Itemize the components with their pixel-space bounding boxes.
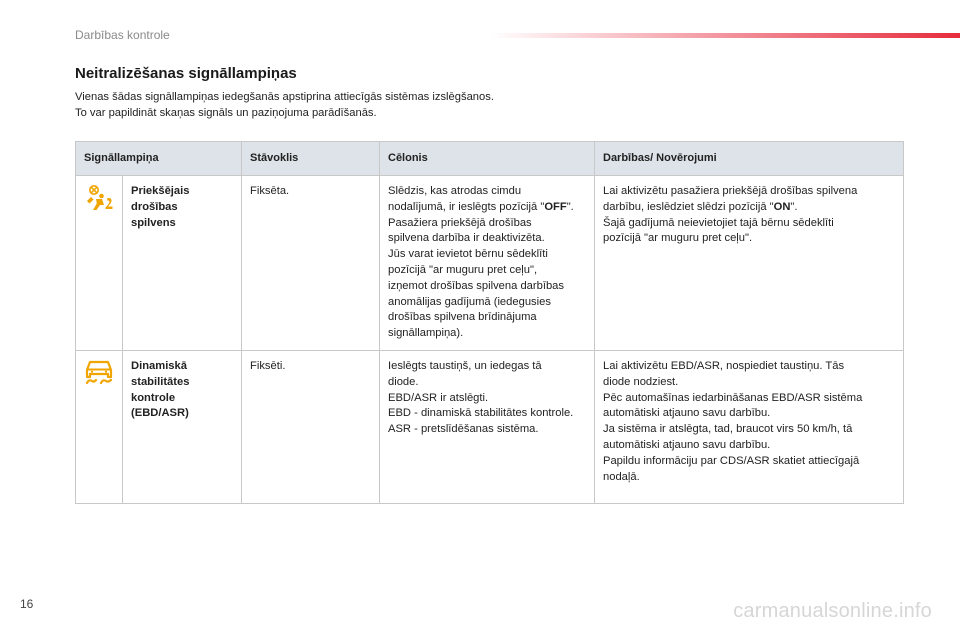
table-header-row <box>76 142 904 176</box>
lamp-cause: Slēdzis, kas atrodas cimdu nodalījumā, ir ieslēgts pozīcijā "OFF". Pasažiera priekšējā drošības spilvena darbība ir deaktivizēta. Jūs varat ievietot bērnu sēdeklīti pozīcijā "ar muguru pret ceļu", izņemot drošības spilvena darbības anomālijas gadījumā (iedegusies drošības spilvena brīdinājuma signāllampiņa). <box>380 176 595 351</box>
table-row <box>76 351 904 504</box>
lamp-name: Priekšējais drošības spilvens <box>123 176 242 351</box>
column-header-state: Stāvoklis <box>242 142 380 176</box>
page-heading: Neitralizēšanas signāllampiņas <box>75 65 297 82</box>
watermark: carmanualsonline.info <box>733 600 932 622</box>
column-header-cause: Cēlonis <box>380 142 595 176</box>
section-title: Darbības kontrole <box>75 28 170 42</box>
table-row <box>76 176 904 351</box>
header-accent-bar <box>490 33 960 38</box>
lamp-name: Dinamiskā stabilitātes kontrole (EBD/ASR) <box>123 351 242 504</box>
intro-line-2: To var papildināt skaņas signāls un paziņojuma parādīšanās. <box>75 106 377 119</box>
stability-control-icon <box>84 359 114 387</box>
lamp-actions: Lai aktivizētu EBD/ASR, nospiediet taustiņu. Tās diode nodziest. Pēc automašīnas iedarbināšanas EBD/ASR sistēma automātiski atjauno savu darbību. Ja sistēma ir atslēgta, tad, braucot virs 50 km/h, tā automātiski atjauno savu darbību. Papildu informāciju par CDS/ASR skatiet attiecīgajā nodaļā. <box>595 351 904 504</box>
column-header-lamp: Signāllampiņa <box>76 142 242 176</box>
column-header-actions: Darbības/ Novērojumi <box>595 142 904 176</box>
lamp-state: Fiksēti. <box>242 351 380 504</box>
lamp-icon-cell <box>76 176 123 351</box>
airbag-off-icon <box>84 184 114 212</box>
signal-lamps-table <box>75 141 904 504</box>
intro-line-1: Vienas šādas signāllampiņas iedegšanās apstiprina attiecīgās sistēmas izslēgšanos. <box>75 91 494 103</box>
lamp-icon-cell <box>76 351 123 504</box>
lamp-actions: Lai aktivizētu pasažiera priekšējā drošības spilvena darbību, ieslēdziet slēdzi pozīcijā "ON". Šajā gadījumā neievietojiet tajā bērnu sēdeklīti pozīcijā "ar muguru pret ceļu". <box>595 176 904 351</box>
intro-text <box>75 90 494 121</box>
page-number: 16 <box>20 597 34 611</box>
lamp-cause: Ieslēgts taustiņš, un iedegas tā diode. EBD/ASR ir atslēgti. EBD - dinamiskā stabilitātes kontrole. ASR - pretslīdēšanas sistēma. <box>380 351 595 504</box>
lamp-state: Fiksēta. <box>242 176 380 351</box>
